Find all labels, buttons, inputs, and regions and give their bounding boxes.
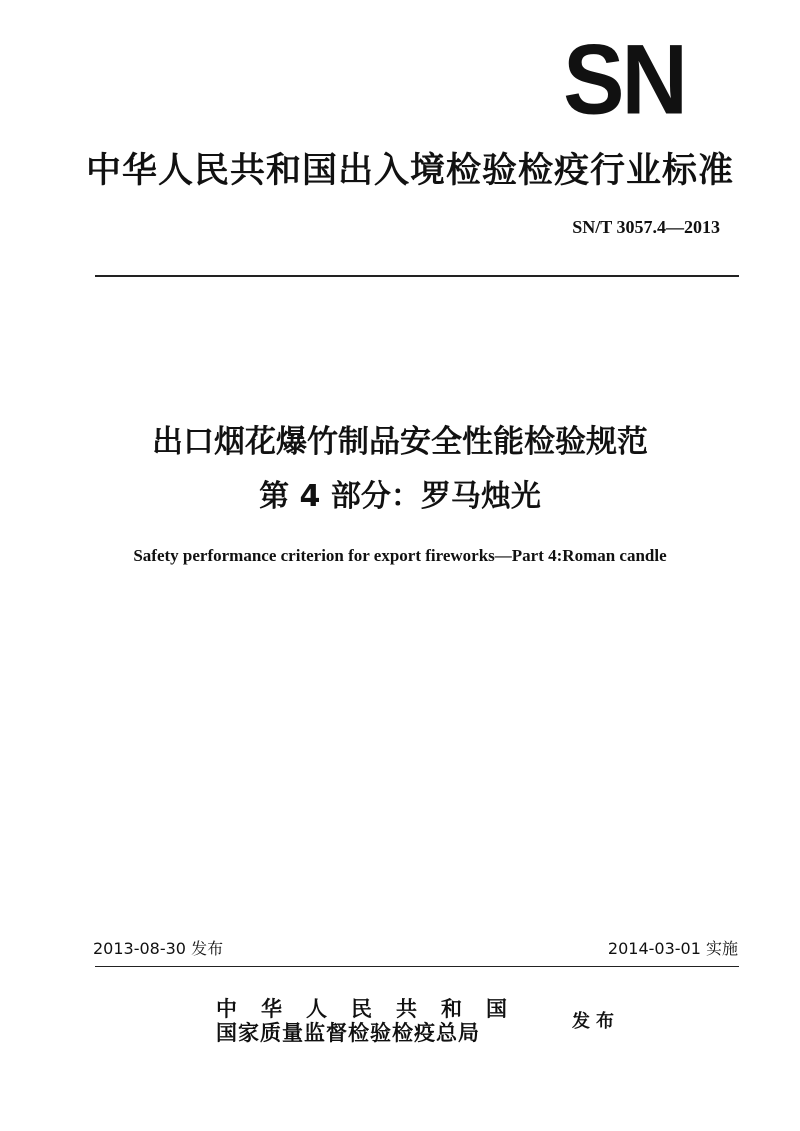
title-english: Safety performance criterion for export fireworks—Part 4:Roman candle [133,546,667,565]
issuer-country: 中华人民共和国 [216,996,531,1021]
standard-number: SN/T 3057.4—2013 [572,217,720,237]
top-divider [95,275,739,277]
implementation-date: 2014-03-01 实施 [607,939,738,958]
bottom-divider [95,966,739,967]
sn-logo: SN [563,24,685,136]
issue-date: 2013-08-30 发布 [93,939,224,958]
standard-category: 中华人民共和国出入境检验检疫行业标准 [85,151,734,191]
publish-label: 发布 [572,1011,620,1032]
subtitle-chinese: 第 4 部分：罗马烛光 [259,479,541,514]
issuer-agency: 国家质量监督检验检疫总局 [216,1020,480,1045]
title-chinese: 出口烟花爆竹制品安全性能检验规范 [152,424,648,460]
